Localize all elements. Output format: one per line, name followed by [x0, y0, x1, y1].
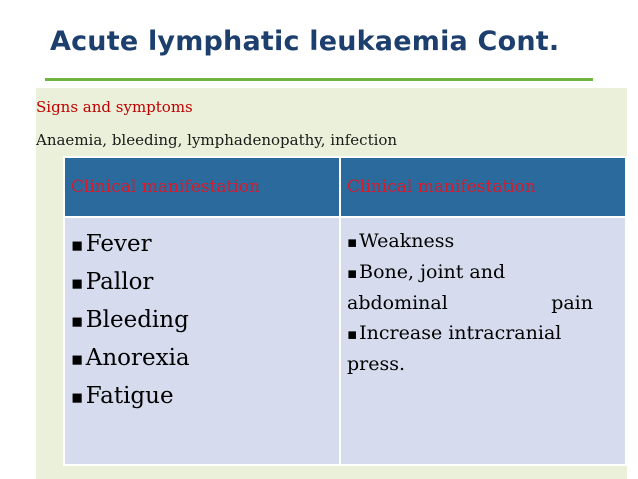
square-bullet-icon: ▪ [71, 387, 84, 408]
slide-title: Acute lymphatic leukaemia Cont. [50, 26, 560, 57]
symptoms-line: Anaemia, bleeding, lymphadenopathy, infection [36, 131, 398, 149]
table-row [64, 217, 626, 465]
square-bullet-icon: ▪ [347, 233, 358, 251]
list-item: ▪Weakness [347, 226, 619, 257]
list-item: ▪Bone, joint and [347, 257, 619, 288]
list-item: ▪Fever [71, 226, 333, 264]
signs-symptoms-heading: Signs and symptoms [36, 98, 193, 116]
table-header-row [64, 157, 626, 217]
title-bar [45, 20, 590, 75]
list-item-continuation: press. [347, 353, 406, 375]
left-manifestation-cell [64, 217, 340, 465]
clinical-manifestation-table [63, 156, 627, 466]
square-bullet-icon: ▪ [347, 264, 358, 282]
right-manifestation-cell [340, 217, 626, 465]
square-bullet-icon: ▪ [347, 325, 358, 343]
list-item: ▪Fatigue [71, 378, 333, 416]
list-item-continuation: abdominal pain [347, 292, 593, 314]
list-item: ▪Pallor [71, 264, 333, 302]
list-item: ▪Bleeding [71, 302, 333, 340]
square-bullet-icon: ▪ [71, 349, 84, 370]
square-bullet-icon: ▪ [71, 311, 84, 332]
table-header-cell: Clinical manifestation [64, 157, 340, 217]
title-accent-line [45, 78, 593, 81]
square-bullet-icon: ▪ [71, 273, 84, 294]
square-bullet-icon: ▪ [71, 235, 84, 256]
list-item: ▪Increase intracranial [347, 318, 619, 349]
list-item: ▪Anorexia [71, 340, 333, 378]
table-header-cell: Clinical manifestation [340, 157, 626, 217]
